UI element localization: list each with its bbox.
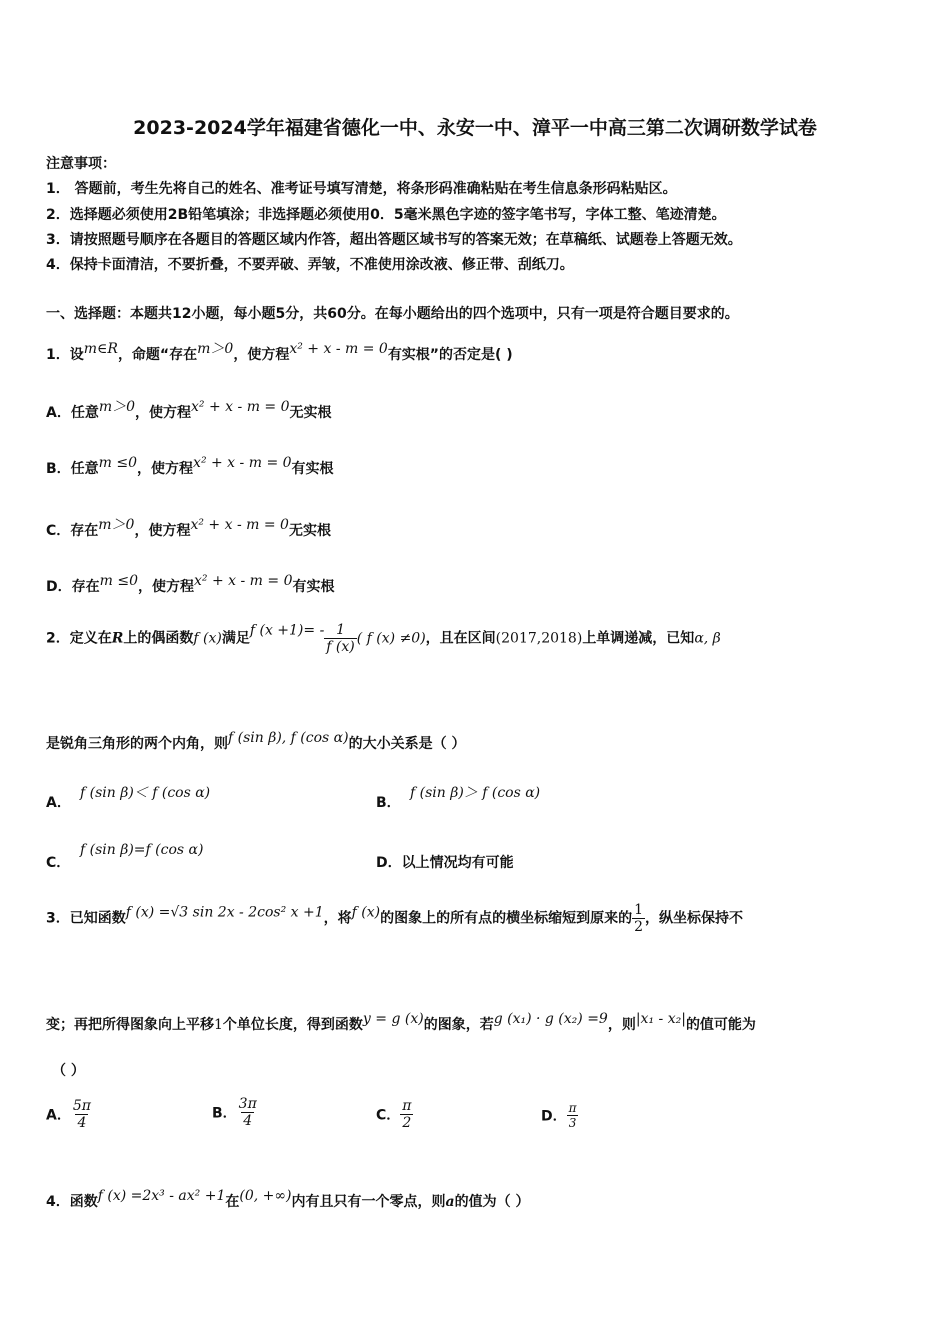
q3-math-3: y = g (x) xyxy=(362,1011,424,1027)
option-fraction xyxy=(237,1096,259,1129)
q3-math-1: f (x) =√3 sin 2x - 2cos² x +1 xyxy=(125,904,324,921)
q3-option-c xyxy=(376,1098,413,1131)
option-math: x² + x - m = 0 xyxy=(194,573,293,589)
q4-text-d: 的值为（ ） xyxy=(454,1194,530,1210)
notice-item-1: 1． 答题前，考生先将自己的姓名、准考证号填写清楚，将条形码准确粘贴在考生信息条形码粘贴区。 xyxy=(46,181,677,197)
option-math: x² + x - m = 0 xyxy=(193,455,292,471)
fraction-numerator: π xyxy=(402,1098,412,1114)
q2-text-c: 满足 xyxy=(221,630,250,647)
fraction-denominator: 2 xyxy=(402,1115,412,1131)
q2-text-a: 2．定义在 xyxy=(46,630,112,647)
q3-text-a: 3．已知函数 xyxy=(46,910,126,927)
q3-option-d xyxy=(541,1101,579,1130)
option-text: 有实根 xyxy=(292,579,335,595)
option-label: A． xyxy=(46,1107,71,1124)
question-1 xyxy=(46,338,513,364)
notice-item-3: 3．请按照题号顺序在各题目的答题区域内作答，超出答题区域书写的答案无效；在草稿纸、试题卷上答题无效。 xyxy=(46,232,742,248)
fraction-numerator: 1 xyxy=(634,902,644,918)
q4-text-a: 4．函数 xyxy=(46,1194,98,1210)
q2-math-6: f (sin β), f (cos α) xyxy=(228,730,349,746)
q2-math-4: (2017,2018) xyxy=(495,630,583,647)
option-text: 有实根 xyxy=(291,461,334,477)
q1-text-d: 有实根”的否定是( ) xyxy=(387,347,513,363)
q2-math-2: f (x +1)= - xyxy=(249,622,325,639)
option-math: x² + x - m = 0 xyxy=(190,517,289,533)
q2-math-3: ( f (x) ≠0) xyxy=(356,630,426,647)
q1-math-1: m∈R xyxy=(83,341,118,357)
fraction-denominator: 4 xyxy=(77,1115,87,1131)
option-label: A．任意 xyxy=(46,405,99,421)
q2-text-b: 上的偶函数 xyxy=(123,630,194,647)
option-text: ，使方程 xyxy=(138,579,194,595)
q2-var-r: R xyxy=(111,630,124,647)
q1-text-a: 1．设 xyxy=(46,347,84,363)
notice-heading: 注意事项： xyxy=(46,156,116,172)
option-text: 无实根 xyxy=(289,405,332,421)
q2-line-2 xyxy=(46,730,465,753)
option-label: C．存在 xyxy=(46,523,99,539)
option-math: m＞0 xyxy=(98,399,136,415)
q1-text-b: ，命题“存在 xyxy=(117,347,198,363)
option-math: x² + x - m = 0 xyxy=(191,399,290,415)
option-text: 无实根 xyxy=(288,523,331,539)
fraction-denominator: 2 xyxy=(634,919,644,935)
option-text: ，使方程 xyxy=(137,461,194,477)
question-3 xyxy=(46,902,743,935)
q3-option-a xyxy=(46,1098,93,1131)
fraction-denominator: 4 xyxy=(243,1113,253,1129)
question-2 xyxy=(46,622,721,655)
option-math: m ≤0 xyxy=(98,455,138,471)
q1-option-c xyxy=(46,514,331,540)
q4-text-c: 内有且只有一个零点，则 xyxy=(291,1194,446,1210)
q3-line2-text-a: 变；再把所得图象向上平移 xyxy=(46,1017,214,1033)
q3-line2-text-d: ，则 xyxy=(607,1017,636,1033)
q1-math-2: m＞0 xyxy=(197,341,234,357)
option-text: ，使方程 xyxy=(134,523,191,539)
q3-text-b: ，将 xyxy=(323,910,352,927)
option-fraction xyxy=(71,1098,93,1131)
notice-item-4: 4．保持卡面清洁，不要折叠，不要弄破、弄皱，不准使用涂改液、修正带、刮纸刀。 xyxy=(46,257,574,273)
q3-text-d: ，纵坐标保持不 xyxy=(645,910,744,927)
q2-option-a: f (sin β)＜ f (cos α) xyxy=(80,785,211,801)
option-label: D．存在 xyxy=(46,579,100,595)
q3-line2-text-e: 的值可能为 xyxy=(685,1017,756,1033)
q1-option-d xyxy=(46,573,334,596)
section-heading: 一、选择题：本题共12小题，每小题5分，共60分。在每小题给出的四个选项中，只有一项是符合题目要求的。 xyxy=(46,306,739,322)
q1-option-b xyxy=(46,455,334,478)
q3-line2-text-c: 的图象，若 xyxy=(423,1017,494,1033)
option-label: D． xyxy=(541,1108,567,1125)
q4-math-1: f (x) =2x³ - ax² +1 xyxy=(97,1188,226,1204)
q2-fraction xyxy=(324,622,356,655)
fraction-numerator: 3π xyxy=(238,1096,257,1112)
q4-math-2: (0, +∞) xyxy=(239,1188,292,1204)
q2-line2-text-a: 是锐角三角形的两个内角，则 xyxy=(46,736,228,752)
option-label: B．任意 xyxy=(46,461,99,477)
fraction-numerator: 5π xyxy=(72,1098,91,1114)
option-text: ，使方程 xyxy=(135,405,192,421)
notice-item-2: 2．选择题必须使用2B铅笔填涂；非选择题必须使用0．5毫米黑色字迹的签字笔书写，字体工整、笔迹清楚。 xyxy=(46,207,726,223)
option-label: B． xyxy=(212,1105,237,1122)
q2-option-c-label: C． xyxy=(46,855,71,871)
q2-text-d: ，且在区间 xyxy=(425,630,496,647)
q2-option-d: D．以上情况均有可能 xyxy=(376,855,514,871)
q3-fraction-half xyxy=(632,902,645,935)
q4-text-b: 在 xyxy=(225,1194,240,1210)
q1-option-a xyxy=(46,396,332,422)
q3-paren: （ ） xyxy=(52,1063,85,1079)
option-fraction xyxy=(400,1098,413,1131)
q3-math-2: f (x) xyxy=(351,904,381,921)
q1-math-3: x² + x - m = 0 xyxy=(289,341,388,357)
q4-var-a: a xyxy=(445,1194,455,1210)
option-math: m ≤0 xyxy=(99,573,138,589)
option-math: m＞0 xyxy=(98,517,135,533)
question-4 xyxy=(46,1188,529,1211)
q2-option-c: f (sin β)=f (cos α) xyxy=(80,842,204,858)
q3-math-4: g (x₁) · g (x₂) =9 xyxy=(493,1011,608,1027)
q3-math-5: |x₁ - x₂| xyxy=(635,1011,686,1027)
q3-option-b xyxy=(212,1096,259,1129)
option-fraction xyxy=(567,1101,579,1130)
q2-math-1: f (x) xyxy=(193,630,222,647)
option-label: C． xyxy=(376,1107,401,1124)
fraction-denominator: f (x) xyxy=(326,639,355,655)
q3-number-one: 1 xyxy=(214,1017,223,1033)
q3-line-2 xyxy=(46,1011,756,1034)
q2-line2-text-b: 的大小关系是（ ） xyxy=(348,736,466,752)
fraction-denominator: 3 xyxy=(568,1116,577,1130)
fraction-numerator: π xyxy=(568,1101,577,1115)
q2-option-b-label: B． xyxy=(376,795,401,811)
q3-line2-text-b: 个单位长度，得到函数 xyxy=(222,1017,363,1033)
q3-text-c: 的图象上的所有点的横坐标缩短到原来的 xyxy=(380,910,633,927)
q2-option-b: f (sin β)＞ f (cos α) xyxy=(410,785,541,801)
q1-text-c: ，使方程 xyxy=(233,347,290,363)
q2-math-5: α, β xyxy=(694,630,721,647)
q2-option-a-label: A． xyxy=(46,795,71,811)
page-title: 2023-2024学年福建省德化一中、永安一中、漳平一中高三第二次调研数学试卷 xyxy=(133,117,817,139)
fraction-numerator: 1 xyxy=(336,622,345,638)
q2-text-e: 上单调递减，已知 xyxy=(582,630,695,647)
